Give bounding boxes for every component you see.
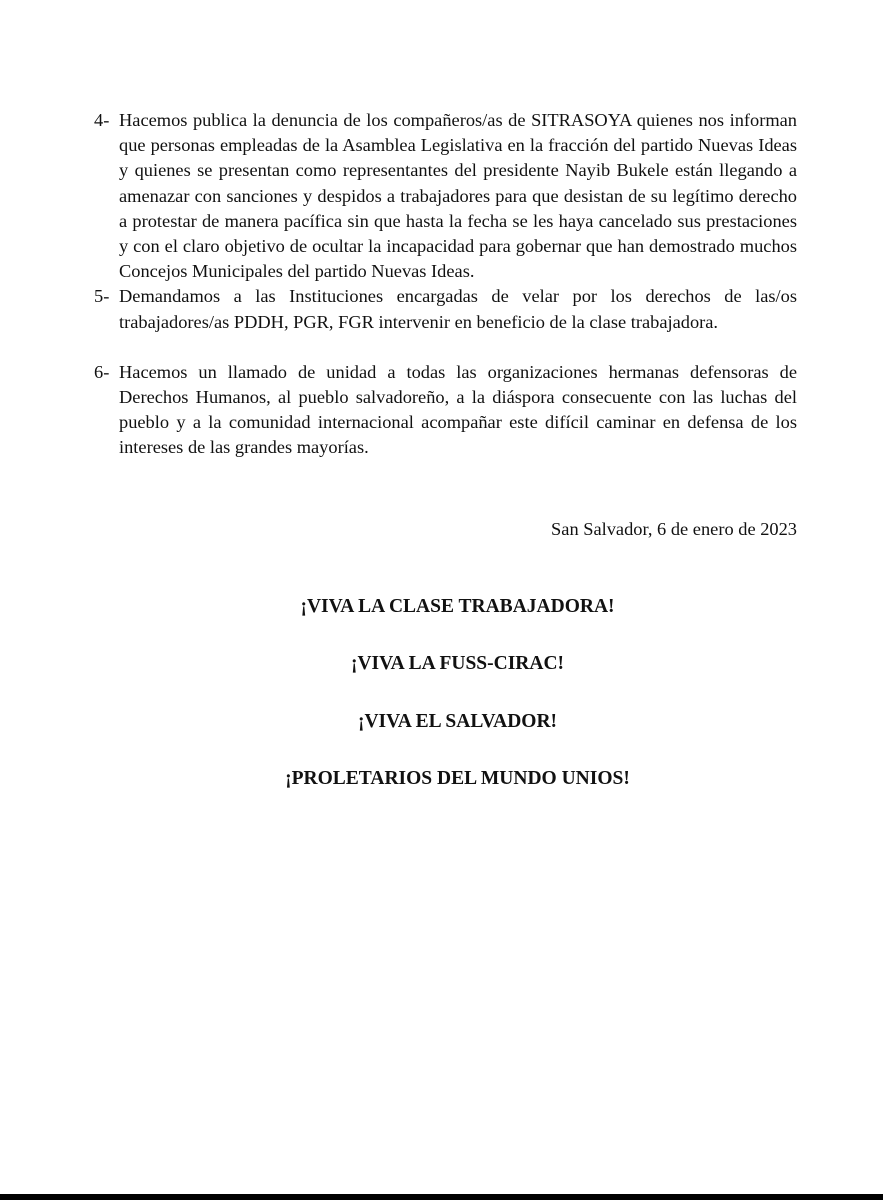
list-item-text: Demandamos a las Instituciones encargadas de velar por los derechos de las/os trabajadores/as PDDH, PGR, FGR intervenir en beneficio de la clase trabajadora.	[119, 286, 797, 332]
list-item-6	[94, 360, 797, 461]
bottom-edge-bar	[0, 1194, 883, 1200]
slogan-fuss-cirac: ¡VIVA LA FUSS-CIRAC!	[350, 653, 565, 675]
date-line: San Salvador, 6 de enero de 2023	[551, 519, 797, 539]
slogan-clase-trabajadora: ¡VIVA LA CLASE TRABAJADORA!	[300, 596, 615, 617]
list-item-text: Hacemos publica la denuncia de los compañeros/as de SITRASOYA quienes nos informan que personas empleadas de la Asamblea Legislativa en la fracción del partido Nuevas Ideas y quienes se presentan como representantes del presidente Nayib Bukele están llegando a amenazar con sanciones y despidos a trabajadores para que desistan de su legítimo derecho a protestar de manera pacífica sin que hasta la fecha se les haya cancelado sus prestaciones y con el claro objetivo de ocultar la incapacidad para gobernar que han demostrado muchos Concejos Municipales del partido Nuevas Ideas.	[119, 110, 797, 282]
list-item-text: Hacemos un llamado de unidad a todas las organizaciones hermanas defensoras de Derechos Humanos, al pueblo salvadoreño, a la diáspora consecuente con las luchas del pueblo y a la comunidad internacional acompañar este difícil caminar en defensa de los intereses de las grandes mayorías.	[119, 361, 797, 458]
list-item-number: 6-	[94, 361, 110, 382]
list-item-number: 4-	[94, 110, 110, 130]
list-item-5	[94, 284, 797, 334]
list-item-4	[94, 108, 797, 284]
slogan-el-salvador: ¡VIVA EL SALVADOR!	[357, 710, 558, 732]
list-item-number: 5-	[94, 286, 110, 307]
slogan-proletarios: ¡PROLETARIOS DEL MUNDO UNIOS!	[285, 767, 630, 789]
numbered-list	[94, 108, 797, 461]
slogans-block	[0, 594, 883, 823]
